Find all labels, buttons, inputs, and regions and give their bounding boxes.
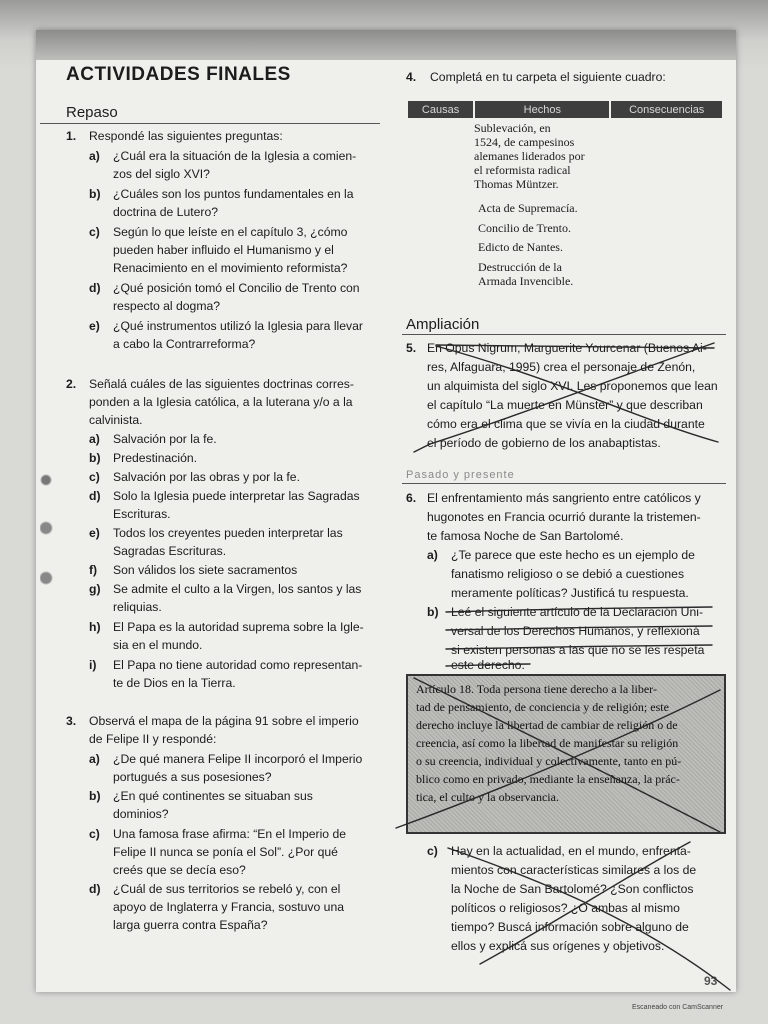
- item-text: respecto al dogma?: [113, 299, 221, 313]
- item-text: tiempo? Buscá información sobre alguno de: [451, 920, 689, 934]
- item-text: Solo la Iglesia puede interpretar las Sagradas: [113, 489, 360, 503]
- item-label: b): [89, 789, 101, 803]
- item-text: Sagradas Escrituras.: [113, 544, 227, 558]
- item-text: Según lo que leíste en el capítulo 3, ¿cómo: [113, 225, 348, 239]
- question-text: hugonotes en Francia ocurrió durante la tristemen-: [427, 510, 701, 524]
- question-text: res, Alfaguara, 1995) crea el personaje de Zenón,: [427, 360, 696, 374]
- question-text: Observá el mapa de la página 91 sobre el imperio: [89, 714, 359, 728]
- item-text: portugués a sus posesiones?: [113, 770, 272, 784]
- item-text: ¿En qué continentes se situaban sus: [113, 789, 313, 803]
- item-label: h): [89, 620, 101, 634]
- item-label: i): [89, 658, 97, 672]
- item-label: c): [89, 827, 100, 841]
- question-text: En Opus Nigrum, Marguerite Yourcenar (Buenos Ai-: [427, 341, 707, 355]
- strike-line: [414, 678, 720, 832]
- question-text: El enfrentamiento más sangriento entre católicos y: [427, 491, 701, 505]
- item-label: e): [89, 526, 100, 540]
- item-text: El Papa es la autoridad suprema sobre la Igle-: [113, 620, 364, 634]
- item-label: c): [89, 470, 100, 484]
- question-text: calvinista.: [89, 413, 143, 427]
- hecho-line: alemanes liderados por: [474, 149, 585, 163]
- item-text: ¿De qué manera Felipe II incorporó el Imperio: [113, 752, 363, 766]
- item-text: ¿Cuáles son los puntos fundamentales en la: [113, 187, 354, 201]
- item-label: b): [89, 187, 101, 201]
- item-text: sia en el mundo.: [113, 638, 203, 652]
- item-text: la Noche de San Bartolomé? ¿Son conflictos: [451, 882, 694, 896]
- item-label: d): [89, 489, 101, 503]
- item-label: a): [89, 432, 100, 446]
- item-text: ¿Te parece que este hecho es un ejemplo de: [451, 548, 695, 562]
- item-text: fanatismo religioso o se debió a cuestiones: [451, 567, 685, 581]
- hecho-2: Acta de Supremacía.: [478, 201, 578, 215]
- item-text: Una famosa frase afirma: “En el Imperio de: [113, 827, 347, 841]
- question-number: 6.: [406, 491, 417, 505]
- item-label: e): [89, 319, 100, 333]
- item-text: mientos con características similares a los de: [451, 863, 697, 877]
- strike-line: [446, 664, 530, 666]
- strike-line: [430, 343, 714, 444]
- hecho-line: Thomas Müntzer.: [474, 177, 559, 191]
- item-text: Salvación por las obras y por la fe.: [113, 470, 300, 484]
- question-text: cómo era el clima que se vivía en la ciudad durante: [427, 417, 705, 431]
- item-label: g): [89, 582, 101, 596]
- hecho-4: Edicto de Nantes.: [478, 240, 563, 254]
- question-text: Completá en tu carpeta el siguiente cuadro:: [430, 70, 666, 84]
- item-label: f): [89, 563, 98, 577]
- item-text: zos del siglo XVI?: [113, 167, 210, 181]
- quote-line: blico como en privado, mediante la enseñanza, la prác-: [416, 772, 680, 786]
- item-label: d): [89, 281, 101, 295]
- question-text: un alquimista del siglo XVI. Les proponemos que lean: [427, 379, 718, 393]
- item-text: Se admite el culto a la Virgen, los santos y las: [113, 582, 362, 596]
- item-label: c): [89, 225, 100, 239]
- hecho-line: 1524, de campesinos: [474, 135, 575, 149]
- question-number: 1.: [66, 129, 77, 143]
- item-text: larga guerra contra España?: [113, 918, 268, 932]
- item-label: a): [89, 752, 100, 766]
- item-label: b): [89, 451, 101, 465]
- strike-line: [446, 645, 712, 649]
- item-label: d): [89, 882, 101, 896]
- item-text: Salvación por la fe.: [113, 432, 217, 446]
- table-header-causas: Causas: [408, 101, 475, 118]
- quote-line: tica, el culto y la observancia.: [416, 790, 559, 804]
- page-number: 93: [704, 974, 718, 988]
- item-text: ¿Qué posición tomó el Concilio de Trento con: [113, 281, 360, 295]
- question-text: el capítulo “La muerte en Münster” y que describan: [427, 398, 703, 412]
- item-label: b): [427, 605, 439, 619]
- hecho-3: Concilio de Trento.: [478, 221, 572, 235]
- ampliacion-heading: Ampliación: [406, 316, 480, 333]
- question-text: de Felipe II y respondé:: [89, 732, 217, 746]
- hecho-line: Destrucción de la: [478, 260, 562, 274]
- item-text: creés que se decía eso?: [113, 863, 246, 877]
- item-text: ellos y explicá sus orígenes y objetivos.: [451, 939, 665, 953]
- strike-line: [480, 842, 690, 964]
- section-heading-faded: Pasado y presente: [406, 469, 515, 481]
- question-text: el período de gobierno de los anabaptistas.: [427, 436, 661, 450]
- item-text: Felipe II nunca se ponía el Sol”. ¿Por qué: [113, 845, 338, 859]
- item-text: reliquias.: [113, 600, 162, 614]
- table-header-consecuencias: Consecuencias: [629, 103, 705, 116]
- item-label: a): [427, 548, 438, 562]
- scanner-watermark: Escaneado con CamScanner: [632, 1004, 724, 1011]
- item-label: a): [89, 149, 100, 163]
- question-text: Respondé las siguientes preguntas:: [89, 129, 283, 143]
- item-text: Leé el siguiente artículo de la Declaración Uni-: [451, 605, 704, 619]
- quote-line: o su creencia, individual y colectivamente, tanto en pú-: [416, 754, 682, 768]
- item-text: Escrituras.: [113, 507, 171, 521]
- item-text: Renacimiento en el movimiento reformista?: [113, 261, 348, 275]
- hecho-line: Armada Invencible.: [478, 274, 574, 288]
- item-text: doctrina de Lutero?: [113, 205, 219, 219]
- question-number: 5.: [406, 341, 417, 355]
- item-text: Todos los creyentes pueden interpretar las: [113, 526, 343, 540]
- item-text: te de Dios en la Tierra.: [113, 676, 236, 690]
- item-text: ¿Cuál era la situación de la Iglesia a comien-: [113, 149, 357, 163]
- item-text: Hay en la actualidad, en el mundo, enfrenta-: [451, 844, 691, 858]
- item-text: meramente políticas? Justificá tu respuesta.: [451, 586, 689, 600]
- quote-line: derecho incluye la libertad de cambiar de religión o de: [416, 718, 678, 732]
- item-label: c): [427, 844, 438, 858]
- strike-line: [414, 444, 430, 452]
- page-title: ACTIVIDADES FINALES: [66, 64, 291, 85]
- item-text: ¿Cuál de sus territorios se rebeló y, con el: [113, 882, 341, 896]
- item-text: dominios?: [113, 807, 169, 821]
- hecho-line: Sublevación, en: [474, 121, 551, 135]
- strike-line: [446, 607, 712, 612]
- question-text: te famosa Noche de San Bartolomé.: [427, 529, 624, 543]
- table-header-hechos: Hechos: [475, 101, 611, 118]
- item-text: Predestinación.: [113, 451, 198, 465]
- item-text: versal de los Derechos Humanos, y reflexioná: [451, 624, 700, 638]
- item-text: pueden haber influido el Humanismo y el: [113, 243, 334, 257]
- item-text: Son válidos los siete sacramentos: [113, 563, 298, 577]
- question-number: 3.: [66, 714, 77, 728]
- item-text: apoyo de Inglaterra y Francia, sostuvo una: [113, 900, 345, 914]
- item-text: si existen personas a las que no se les respeta: [451, 643, 705, 657]
- repaso-heading: Repaso: [66, 104, 118, 121]
- item-text: este derecho.: [451, 658, 525, 672]
- strike-line: [446, 626, 712, 630]
- question-text: ponden a la Iglesia católica, a la luterana y/o a la: [89, 395, 353, 409]
- hecho-line: el reformista radical: [474, 163, 571, 177]
- quote-line: Artículo 18. Toda persona tiene derecho a la liber-: [416, 682, 657, 696]
- item-text: políticos o religiosos? ¿O ambas al mismo: [451, 901, 680, 915]
- question-number: 4.: [406, 70, 417, 84]
- quote-line: creencia, así como la libertad de manifestar su religión: [416, 736, 679, 750]
- item-text: a cabo la Contrarreforma?: [113, 337, 256, 351]
- item-text: ¿Qué instrumentos utilizó la Iglesia para llevar: [113, 319, 363, 333]
- strike-line: [448, 848, 730, 990]
- strike-line: [436, 345, 714, 348]
- question-text: Señalá cuáles de las siguientes doctrinas corres-: [89, 377, 354, 391]
- question-number: 2.: [66, 377, 77, 391]
- quote-line: tad de pensamiento, de conciencia y de religión; este: [416, 700, 669, 714]
- item-text: El Papa no tiene autoridad como representan-: [113, 658, 363, 672]
